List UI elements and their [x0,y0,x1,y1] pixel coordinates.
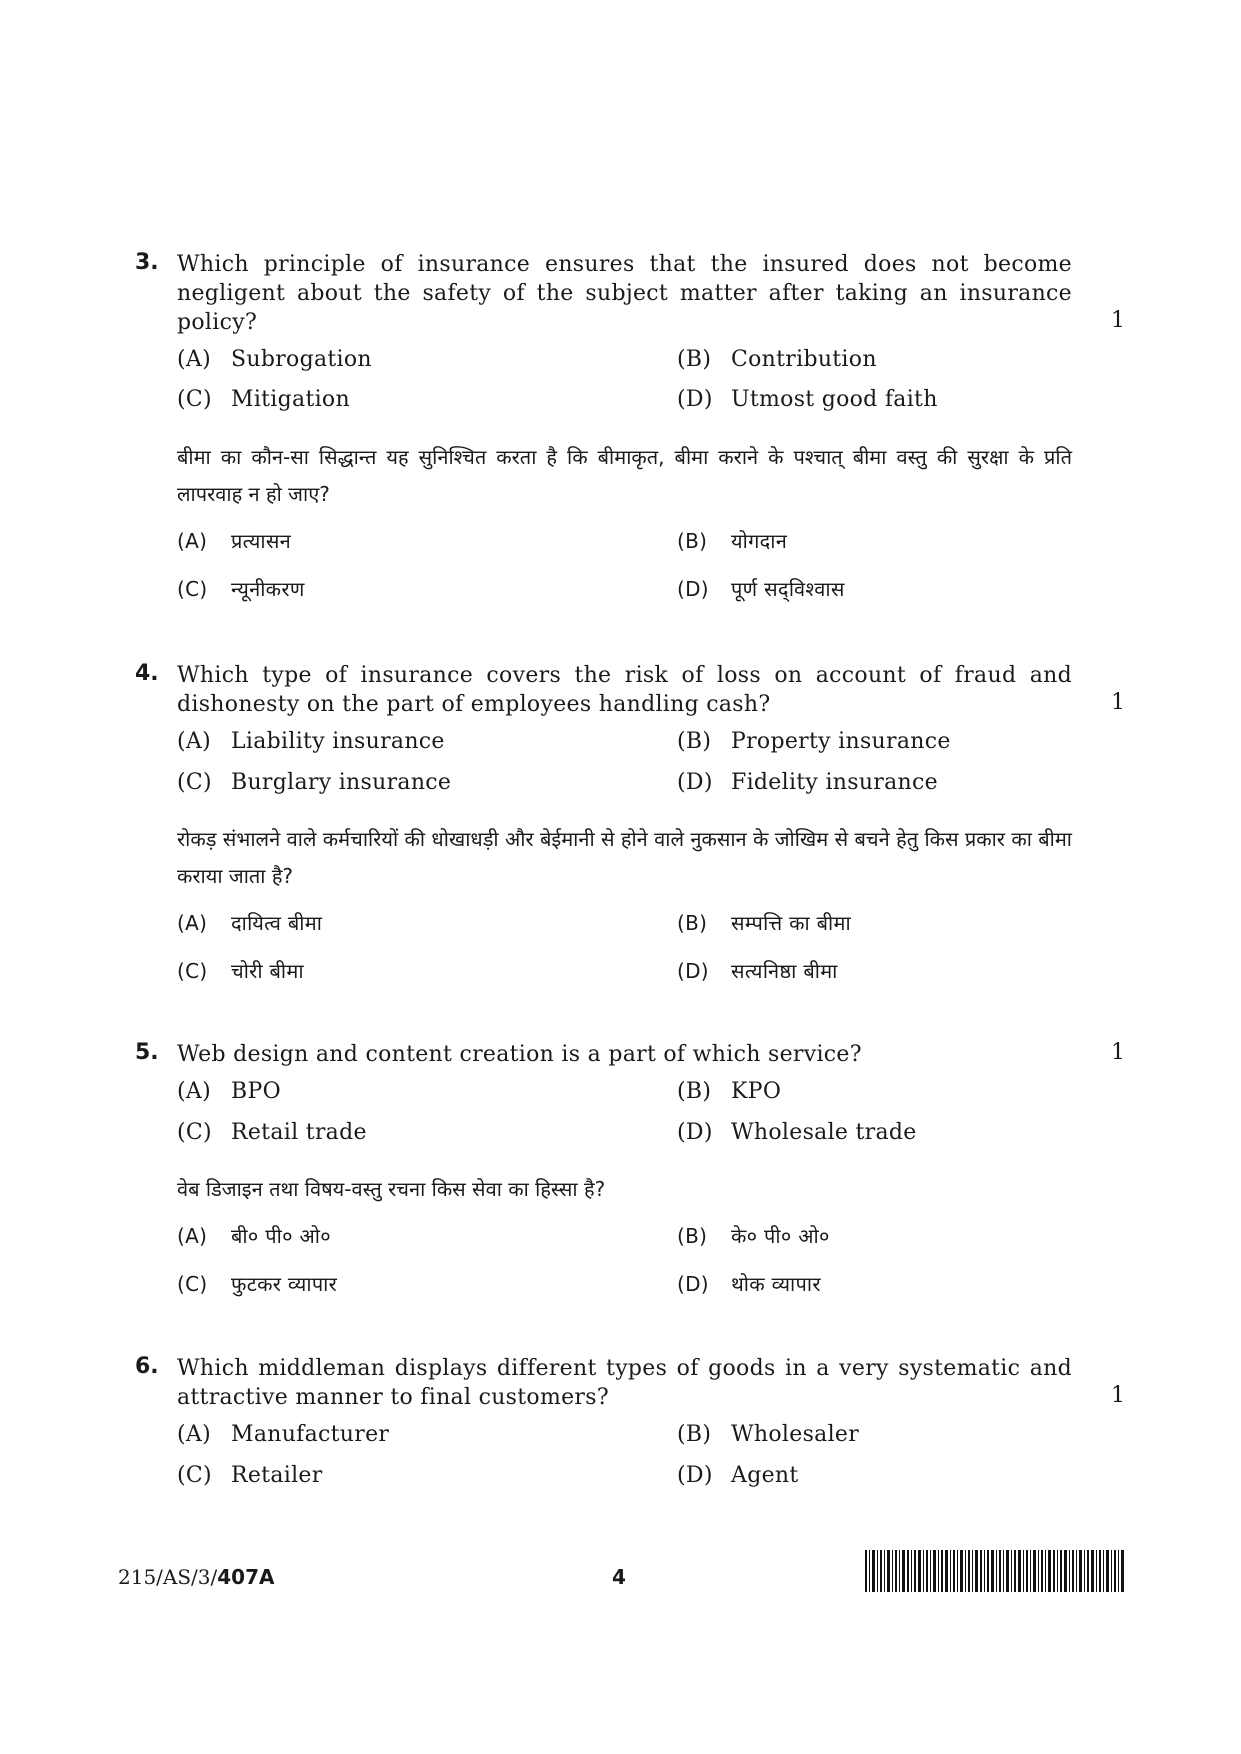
options-hi [177,1222,1125,1312]
question-text-en: Which middleman displays different types of goods in a very systematic and attractive manner to final customers? [177,1356,1072,1410]
question-number: 3. [135,250,159,275]
option-d: (D) Utmost good faith [677,387,938,412]
page-number: 4 [612,1565,626,1589]
question-text-en: Web design and content creation is a part of which service? [177,1042,862,1067]
option-b-hi: (B) के० पी० ओ० [677,1224,830,1248]
option-a-hi: (A) बी० पी० ओ० [177,1224,331,1248]
option-d-hi: (D) सत्यनिष्ठा बीमा [677,959,838,983]
option-d: (D) Fidelity insurance [677,770,938,795]
option-c: (C) Burglary insurance [177,770,452,795]
paper-code: 215/AS/3/407A [118,1565,275,1589]
question-5 [135,1040,1125,1312]
options-hi [177,527,1125,617]
option-d: (D) Agent [677,1463,799,1488]
options-en [177,1079,1125,1159]
option-b-hi: (B) योगदान [677,529,788,553]
question-text-en: Which type of insurance covers the risk of loss on account of fraud and dishonesty on the part of employees handling cash? [177,663,1072,717]
option-c: (C) Retail trade [177,1120,367,1145]
option-b-hi: (B) सम्पत्ति का बीमा [677,911,851,935]
option-b: (B) Property insurance [677,729,951,754]
question-text-en: Which principle of insurance ensures that the insured does not become negligent about the safety of the subject matter after taking an insurance policy? [177,252,1072,335]
question-number: 5. [135,1040,159,1065]
option-c: (C) Mitigation [177,387,350,412]
question-text-hi: वेब डिजाइन तथा विषय-वस्तु रचना किस सेवा का हिस्सा है? [177,1177,606,1201]
question-text-hi: बीमा का कौन-सा सिद्धान्त यह सुनिश्चित करता है कि बीमाकृत, बीमा कराने के पश्चात् बीमा वस्तु की सुरक्षा के प्रति लापरवाह न हो जाए? [177,445,1072,506]
question-number: 4. [135,661,159,686]
question-number: 6. [135,1354,159,1379]
option-d-hi: (D) थोक व्यापार [677,1272,821,1296]
option-d-hi: (D) पूर्ण सद्‌विश्वास [677,577,845,601]
options-en [177,347,1125,427]
marks: 1 [1111,1040,1125,1065]
options-en [177,1422,1125,1502]
question-3 [135,250,1125,617]
option-b: (B) Wholesaler [677,1422,860,1447]
option-a: (A) Subrogation [177,347,372,372]
option-a: (A) Manufacturer [177,1422,390,1447]
marks: 1 [1111,690,1125,715]
option-c-hi: (C) चोरी बीमा [177,959,304,983]
question-4 [135,661,1125,999]
option-b: (B) Contribution [677,347,877,372]
option-d: (D) Wholesale trade [677,1120,917,1145]
option-a: (A) BPO [177,1079,281,1104]
question-text-hi: रोकड़ संभालने वाले कर्मचारियों की धोखाधड़ी और बेईमानी से होने वाले नुकसान के जोखिम से बचने हेतु किस प्रकार का बीमा कराया जाता है? [177,827,1072,888]
marks: 1 [1111,308,1125,333]
barcode [865,1550,1125,1592]
option-a-hi: (A) प्रत्यासन [177,529,292,553]
options-hi [177,909,1125,999]
marks: 1 [1111,1383,1125,1408]
option-c: (C) Retailer [177,1463,323,1488]
option-c-hi: (C) फुटकर व्यापार [177,1272,338,1296]
option-c-hi: (C) न्यूनीकरण [177,577,305,601]
option-b: (B) KPO [677,1079,782,1104]
option-a-hi: (A) दायित्व बीमा [177,911,323,935]
question-6 [135,1354,1125,1502]
options-en [177,729,1125,809]
option-a: (A) Liability insurance [177,729,445,754]
